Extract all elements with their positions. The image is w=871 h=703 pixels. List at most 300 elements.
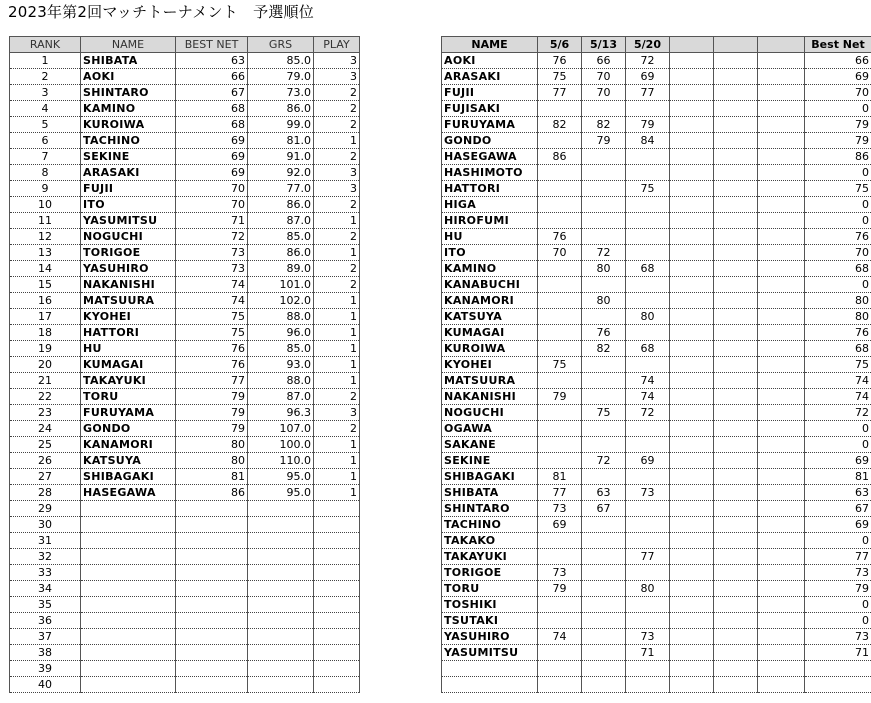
round-score-cell bbox=[714, 373, 758, 389]
round-score-cell bbox=[758, 213, 805, 229]
round-score-cell: 70 bbox=[582, 69, 626, 85]
round-score-cell bbox=[714, 437, 758, 453]
round-score-cell bbox=[582, 373, 626, 389]
round-score-cell bbox=[714, 517, 758, 533]
best-net-cell bbox=[176, 613, 248, 629]
player-name-cell: SHINTARO bbox=[442, 501, 538, 517]
best-net-cell: 75 bbox=[805, 181, 871, 197]
best-net-cell: 81 bbox=[176, 469, 248, 485]
round-score-cell bbox=[538, 181, 582, 197]
round-score-cell bbox=[714, 645, 758, 661]
ranking-row bbox=[10, 389, 360, 405]
round-score-cell bbox=[714, 149, 758, 165]
grs-cell: 96.3 bbox=[248, 405, 314, 421]
ranking-row bbox=[10, 165, 360, 181]
name-cell: HATTORI bbox=[81, 325, 176, 341]
round-score-cell: 71 bbox=[626, 645, 670, 661]
round-5-20-header: 5/20 bbox=[626, 37, 670, 53]
round-score-cell bbox=[714, 213, 758, 229]
round-score-cell bbox=[626, 277, 670, 293]
ranking-row bbox=[10, 85, 360, 101]
score-row bbox=[442, 261, 871, 277]
round-score-cell bbox=[758, 181, 805, 197]
round-score-cell bbox=[670, 229, 714, 245]
round-score-cell bbox=[714, 277, 758, 293]
ranking-row bbox=[10, 565, 360, 581]
player-name-cell: GONDO bbox=[442, 133, 538, 149]
round-score-cell bbox=[758, 437, 805, 453]
rank-cell: 35 bbox=[10, 597, 81, 613]
round-score-cell bbox=[538, 533, 582, 549]
player-name-cell: SAKANE bbox=[442, 437, 538, 453]
round-score-cell bbox=[626, 197, 670, 213]
round-score-cell bbox=[714, 629, 758, 645]
score-row bbox=[442, 69, 871, 85]
round-score-cell bbox=[670, 517, 714, 533]
round-score-cell bbox=[582, 357, 626, 373]
ranking-row bbox=[10, 645, 360, 661]
round-score-cell bbox=[670, 613, 714, 629]
best-net-cell: 69 bbox=[176, 165, 248, 181]
ranking-row bbox=[10, 453, 360, 469]
player-name-cell: TAKAKO bbox=[442, 533, 538, 549]
name-cell: FUJII bbox=[81, 181, 176, 197]
round-score-cell bbox=[714, 357, 758, 373]
ranking-row bbox=[10, 549, 360, 565]
round-score-cell: 84 bbox=[626, 133, 670, 149]
best-net-cell: 73 bbox=[805, 565, 871, 581]
best-net-cell: 74 bbox=[805, 373, 871, 389]
player-name-cell: SHIBAGAKI bbox=[442, 469, 538, 485]
player-name-cell: KUMAGAI bbox=[442, 325, 538, 341]
round-score-cell: 72 bbox=[626, 405, 670, 421]
player-name-cell: ARASAKI bbox=[442, 69, 538, 85]
round-score-cell: 73 bbox=[626, 485, 670, 501]
score-row bbox=[442, 213, 871, 229]
play-cell: 3 bbox=[314, 181, 360, 197]
player-name-cell: TORU bbox=[442, 581, 538, 597]
round-score-cell: 72 bbox=[582, 245, 626, 261]
ranking-row bbox=[10, 213, 360, 229]
ranking-row bbox=[10, 629, 360, 645]
score-row bbox=[442, 533, 871, 549]
round-score-cell bbox=[670, 597, 714, 613]
grs-cell: 92.0 bbox=[248, 165, 314, 181]
rank-cell: 32 bbox=[10, 549, 81, 565]
round-score-cell bbox=[538, 309, 582, 325]
round-6-header bbox=[758, 37, 805, 53]
name-cell: KUMAGAI bbox=[81, 357, 176, 373]
play-cell: 1 bbox=[314, 309, 360, 325]
round-score-cell bbox=[714, 245, 758, 261]
name-cell: KUROIWA bbox=[81, 117, 176, 133]
round-score-cell bbox=[582, 533, 626, 549]
rank-cell: 28 bbox=[10, 485, 81, 501]
round-score-cell bbox=[538, 197, 582, 213]
best-net-cell: 69 bbox=[176, 149, 248, 165]
ranking-row bbox=[10, 373, 360, 389]
score-row bbox=[442, 469, 871, 485]
best-net-cell: 0 bbox=[805, 197, 871, 213]
round-score-cell bbox=[538, 293, 582, 309]
round-score-cell: 75 bbox=[626, 181, 670, 197]
round-score-cell: 74 bbox=[626, 389, 670, 405]
round-score-cell: 73 bbox=[626, 629, 670, 645]
round-score-cell bbox=[538, 421, 582, 437]
round-4-header bbox=[670, 37, 714, 53]
play-cell: 3 bbox=[314, 53, 360, 69]
round-score-cell bbox=[758, 341, 805, 357]
rank-cell: 39 bbox=[10, 661, 81, 677]
play-cell bbox=[314, 533, 360, 549]
round-score-cell bbox=[626, 565, 670, 581]
round-score-cell: 72 bbox=[626, 53, 670, 69]
best-net-cell: 76 bbox=[176, 341, 248, 357]
grs-column-header: GRS bbox=[248, 37, 314, 53]
score-row bbox=[442, 149, 871, 165]
round-score-cell bbox=[538, 373, 582, 389]
play-cell bbox=[314, 661, 360, 677]
round-score-cell: 76 bbox=[582, 325, 626, 341]
round-score-cell bbox=[538, 261, 582, 277]
best-net-cell: 0 bbox=[805, 597, 871, 613]
grs-cell bbox=[248, 581, 314, 597]
round-score-cell bbox=[758, 117, 805, 133]
best-net-cell: 69 bbox=[805, 517, 871, 533]
round-score-cell bbox=[538, 549, 582, 565]
best-net-cell: 70 bbox=[805, 245, 871, 261]
round-score-cell bbox=[582, 165, 626, 181]
score-row bbox=[442, 629, 871, 645]
rank-column-header: RANK bbox=[10, 37, 81, 53]
rank-cell: 16 bbox=[10, 293, 81, 309]
best-net-cell bbox=[805, 677, 871, 693]
rank-cell: 15 bbox=[10, 277, 81, 293]
player-name-cell: SEKINE bbox=[442, 453, 538, 469]
rank-cell: 29 bbox=[10, 501, 81, 517]
round-score-cell bbox=[626, 437, 670, 453]
round-score-cell: 74 bbox=[538, 629, 582, 645]
round-score-cell bbox=[582, 677, 626, 693]
rank-cell: 17 bbox=[10, 309, 81, 325]
player-name-cell: AOKI bbox=[442, 53, 538, 69]
round-score-cell: 82 bbox=[582, 341, 626, 357]
round-score-cell: 79 bbox=[582, 133, 626, 149]
round-score-cell bbox=[714, 581, 758, 597]
round-5-13-header: 5/13 bbox=[582, 37, 626, 53]
best-net-cell: 0 bbox=[805, 437, 871, 453]
round-score-cell bbox=[538, 213, 582, 229]
best-net-cell: 79 bbox=[176, 405, 248, 421]
round-score-cell bbox=[758, 69, 805, 85]
round-score-cell bbox=[670, 101, 714, 117]
round-score-cell bbox=[714, 53, 758, 69]
best-net-cell bbox=[176, 533, 248, 549]
rank-cell: 37 bbox=[10, 629, 81, 645]
round-score-cell bbox=[714, 197, 758, 213]
round-score-cell bbox=[714, 117, 758, 133]
round-score-cell bbox=[714, 85, 758, 101]
name-cell: TORU bbox=[81, 389, 176, 405]
round-score-cell bbox=[714, 325, 758, 341]
round-score-cell bbox=[538, 613, 582, 629]
round-score-cell bbox=[626, 229, 670, 245]
round-score-cell bbox=[582, 149, 626, 165]
best-net-cell: 0 bbox=[805, 277, 871, 293]
best-net-cell: 77 bbox=[805, 549, 871, 565]
player-name-cell: KAMINO bbox=[442, 261, 538, 277]
round-score-cell bbox=[626, 469, 670, 485]
round-score-cell bbox=[758, 389, 805, 405]
rank-cell: 3 bbox=[10, 85, 81, 101]
score-table bbox=[441, 36, 871, 693]
round-score-cell: 82 bbox=[582, 117, 626, 133]
rank-cell: 8 bbox=[10, 165, 81, 181]
grs-cell bbox=[248, 533, 314, 549]
round-score-cell bbox=[758, 661, 805, 677]
name-cell bbox=[81, 517, 176, 533]
best-net-cell: 79 bbox=[805, 133, 871, 149]
ranking-row bbox=[10, 469, 360, 485]
rank-cell: 25 bbox=[10, 437, 81, 453]
player-name-cell: SHIBATA bbox=[442, 485, 538, 501]
score-row bbox=[442, 101, 871, 117]
round-score-cell bbox=[670, 437, 714, 453]
player-name-cell: YASUHIRO bbox=[442, 629, 538, 645]
best-net-cell: 80 bbox=[805, 309, 871, 325]
name-cell bbox=[81, 629, 176, 645]
round-score-cell bbox=[714, 469, 758, 485]
player-name-cell: KANAMORI bbox=[442, 293, 538, 309]
best-net-cell: 75 bbox=[176, 309, 248, 325]
rank-cell: 10 bbox=[10, 197, 81, 213]
grs-cell bbox=[248, 629, 314, 645]
grs-cell: 87.0 bbox=[248, 213, 314, 229]
round-score-cell bbox=[670, 293, 714, 309]
player-name-cell: TORIGOE bbox=[442, 565, 538, 581]
grs-cell: 96.0 bbox=[248, 325, 314, 341]
play-cell: 2 bbox=[314, 421, 360, 437]
grs-cell bbox=[248, 501, 314, 517]
score-row bbox=[442, 245, 871, 261]
round-score-cell bbox=[758, 453, 805, 469]
round-score-cell bbox=[714, 597, 758, 613]
name-cell bbox=[81, 533, 176, 549]
round-score-cell bbox=[670, 389, 714, 405]
score-row bbox=[442, 197, 871, 213]
round-score-cell: 67 bbox=[582, 501, 626, 517]
play-cell: 1 bbox=[314, 341, 360, 357]
round-score-cell bbox=[582, 309, 626, 325]
best-net-cell: 0 bbox=[805, 165, 871, 181]
player-name-cell: MATSUURA bbox=[442, 373, 538, 389]
name-cell: TAKAYUKI bbox=[81, 373, 176, 389]
rank-cell: 31 bbox=[10, 533, 81, 549]
best-net-column-header: Best Net bbox=[805, 37, 871, 53]
round-score-cell bbox=[758, 373, 805, 389]
best-net-cell: 79 bbox=[805, 581, 871, 597]
rank-cell: 36 bbox=[10, 613, 81, 629]
best-net-cell: 76 bbox=[176, 357, 248, 373]
name-cell: YASUMITSU bbox=[81, 213, 176, 229]
rank-cell: 18 bbox=[10, 325, 81, 341]
name-cell: SHIBATA bbox=[81, 53, 176, 69]
round-score-cell bbox=[670, 165, 714, 181]
play-cell: 1 bbox=[314, 133, 360, 149]
round-score-cell bbox=[670, 405, 714, 421]
round-score-cell bbox=[758, 565, 805, 581]
play-cell bbox=[314, 565, 360, 581]
round-score-cell bbox=[714, 101, 758, 117]
best-net-cell: 79 bbox=[805, 117, 871, 133]
round-score-cell: 77 bbox=[626, 85, 670, 101]
name-cell: MATSUURA bbox=[81, 293, 176, 309]
round-score-cell: 70 bbox=[582, 85, 626, 101]
player-name-cell: TACHINO bbox=[442, 517, 538, 533]
round-score-cell bbox=[670, 69, 714, 85]
round-score-cell: 77 bbox=[538, 485, 582, 501]
round-score-cell bbox=[582, 101, 626, 117]
round-score-cell bbox=[582, 613, 626, 629]
round-score-cell: 77 bbox=[538, 85, 582, 101]
ranking-row bbox=[10, 581, 360, 597]
grs-cell: 95.0 bbox=[248, 469, 314, 485]
best-net-cell: 71 bbox=[176, 213, 248, 229]
round-score-cell bbox=[626, 517, 670, 533]
best-net-cell: 69 bbox=[805, 69, 871, 85]
ranking-row bbox=[10, 53, 360, 69]
round-score-cell bbox=[582, 517, 626, 533]
score-row bbox=[442, 309, 871, 325]
player-name-cell: HASHIMOTO bbox=[442, 165, 538, 181]
grs-cell: 87.0 bbox=[248, 389, 314, 405]
round-score-cell bbox=[758, 597, 805, 613]
grs-cell: 107.0 bbox=[248, 421, 314, 437]
round-score-cell bbox=[538, 661, 582, 677]
round-score-cell bbox=[582, 661, 626, 677]
round-score-cell bbox=[582, 565, 626, 581]
grs-cell: 85.0 bbox=[248, 53, 314, 69]
grs-cell: 102.0 bbox=[248, 293, 314, 309]
round-score-cell bbox=[714, 69, 758, 85]
best-net-cell: 70 bbox=[805, 85, 871, 101]
player-name-cell: NAKANISHI bbox=[442, 389, 538, 405]
best-net-cell: 66 bbox=[176, 69, 248, 85]
score-row bbox=[442, 277, 871, 293]
round-score-cell bbox=[626, 501, 670, 517]
round-score-cell bbox=[670, 421, 714, 437]
best-net-cell: 79 bbox=[176, 389, 248, 405]
ranking-row bbox=[10, 133, 360, 149]
round-5-6-header: 5/6 bbox=[538, 37, 582, 53]
round-score-cell bbox=[714, 661, 758, 677]
page-title: 2023年第2回マッチトーナメント 予選順位 bbox=[8, 3, 314, 21]
round-score-cell bbox=[670, 149, 714, 165]
ranking-row bbox=[10, 421, 360, 437]
round-score-cell bbox=[670, 197, 714, 213]
grs-cell: 88.0 bbox=[248, 373, 314, 389]
round-score-cell bbox=[714, 181, 758, 197]
rank-cell: 38 bbox=[10, 645, 81, 661]
grs-cell: 86.0 bbox=[248, 101, 314, 117]
best-net-cell bbox=[176, 501, 248, 517]
round-score-cell bbox=[582, 629, 626, 645]
best-net-cell bbox=[176, 661, 248, 677]
player-name-cell: TAKAYUKI bbox=[442, 549, 538, 565]
rank-cell: 19 bbox=[10, 341, 81, 357]
name-cell: YASUHIRO bbox=[81, 261, 176, 277]
score-row bbox=[442, 661, 871, 677]
best-net-cell: 70 bbox=[176, 181, 248, 197]
round-score-cell bbox=[758, 469, 805, 485]
round-score-cell bbox=[670, 453, 714, 469]
ranking-row bbox=[10, 117, 360, 133]
round-score-cell bbox=[670, 373, 714, 389]
best-net-cell: 69 bbox=[805, 453, 871, 469]
name-cell: GONDO bbox=[81, 421, 176, 437]
round-score-cell bbox=[670, 501, 714, 517]
ranking-row bbox=[10, 437, 360, 453]
best-net-cell: 73 bbox=[176, 245, 248, 261]
play-cell: 2 bbox=[314, 117, 360, 133]
round-score-cell bbox=[626, 165, 670, 181]
round-score-cell bbox=[714, 565, 758, 581]
round-score-cell bbox=[714, 485, 758, 501]
round-score-cell bbox=[758, 581, 805, 597]
play-cell: 1 bbox=[314, 357, 360, 373]
grs-cell bbox=[248, 565, 314, 581]
rank-cell: 23 bbox=[10, 405, 81, 421]
round-score-cell bbox=[538, 437, 582, 453]
rank-cell: 40 bbox=[10, 677, 81, 693]
round-score-cell bbox=[670, 213, 714, 229]
round-score-cell bbox=[758, 421, 805, 437]
play-cell: 2 bbox=[314, 389, 360, 405]
round-score-cell bbox=[670, 533, 714, 549]
grs-cell: 79.0 bbox=[248, 69, 314, 85]
round-score-cell bbox=[758, 261, 805, 277]
round-score-cell bbox=[582, 389, 626, 405]
round-score-cell bbox=[626, 421, 670, 437]
round-score-cell: 73 bbox=[538, 501, 582, 517]
best-net-cell: 67 bbox=[805, 501, 871, 517]
round-score-cell bbox=[758, 133, 805, 149]
best-net-cell: 66 bbox=[805, 53, 871, 69]
rank-cell: 2 bbox=[10, 69, 81, 85]
name-cell: SHINTARO bbox=[81, 85, 176, 101]
play-cell: 1 bbox=[314, 437, 360, 453]
rank-cell: 7 bbox=[10, 149, 81, 165]
round-score-cell bbox=[582, 229, 626, 245]
rank-cell: 1 bbox=[10, 53, 81, 69]
rank-cell: 9 bbox=[10, 181, 81, 197]
play-cell: 3 bbox=[314, 69, 360, 85]
play-cell bbox=[314, 645, 360, 661]
score-row bbox=[442, 293, 871, 309]
round-score-cell bbox=[758, 629, 805, 645]
best-net-cell bbox=[176, 565, 248, 581]
round-score-cell bbox=[670, 309, 714, 325]
player-name-cell: YASUMITSU bbox=[442, 645, 538, 661]
round-score-cell bbox=[758, 405, 805, 421]
round-score-cell bbox=[714, 613, 758, 629]
round-score-cell bbox=[670, 53, 714, 69]
round-score-cell bbox=[758, 149, 805, 165]
rank-cell: 6 bbox=[10, 133, 81, 149]
name-cell: KATSUYA bbox=[81, 453, 176, 469]
rank-cell: 30 bbox=[10, 517, 81, 533]
best-net-cell: 75 bbox=[805, 357, 871, 373]
